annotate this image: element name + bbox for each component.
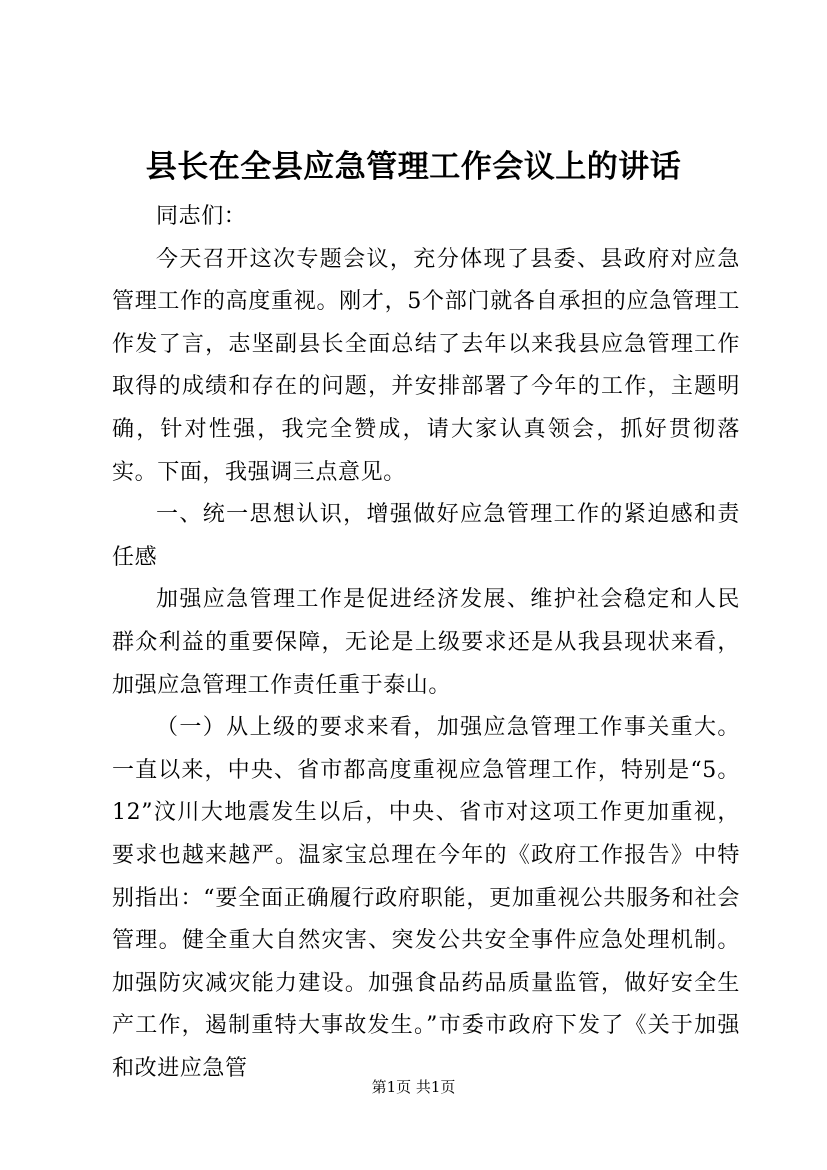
paragraph: 今天召开这次专题会议，充分体现了县委、县政府对应急管理工作的高度重视。刚才，5个部门就各自承担的应急管理工作发了言，志坚副县长全面总结了去年以来我县应急管理工作取得的成绩和存在的问题，并安排部署了今年的工作，主题明确，针对性强，我完全赞成，请大家认真领会，抓好贯彻落实。下面，我强调三点意见。	[112, 246, 740, 485]
document-title: 县长在全县应急管理工作会议上的讲话	[145, 149, 682, 185]
paragraph: （一）从上级的要求来看，加强应急管理工作事关重大。一直以来，中央、省市都高度重视应急管理工作，特别是“5。12”汶川大地震发生以后，中央、省市对这项工作更加重视，要求也越来越严。温家宝总理在今年的《政府工作报告》中特别指出：“要全面正确履行政府职能，更加重视公共服务和社会管理。健全重大自然灾害、突发公共安全事件应急处理机制。加强防灾减灾能力建设。加强食品药品质量监管，做好安全生产工作，遏制重特大事故发生。”市委市政府下发了《关于加强和改进应急管	[112, 715, 740, 1081]
document-body	[112, 196, 740, 1090]
greeting: 同志们：	[156, 204, 247, 229]
section-heading: 一、统一思想认识，增强做好应急管理工作的紧迫感和责任感	[112, 502, 740, 570]
page-footer: 第1页 共1页	[371, 1078, 456, 1096]
paragraph: 加强应急管理工作是促进经济发展、维护社会稳定和人民群众利益的重要保障，无论是上级要求还是从我县现状来看，加强应急管理工作责任重于泰山。	[112, 587, 740, 698]
